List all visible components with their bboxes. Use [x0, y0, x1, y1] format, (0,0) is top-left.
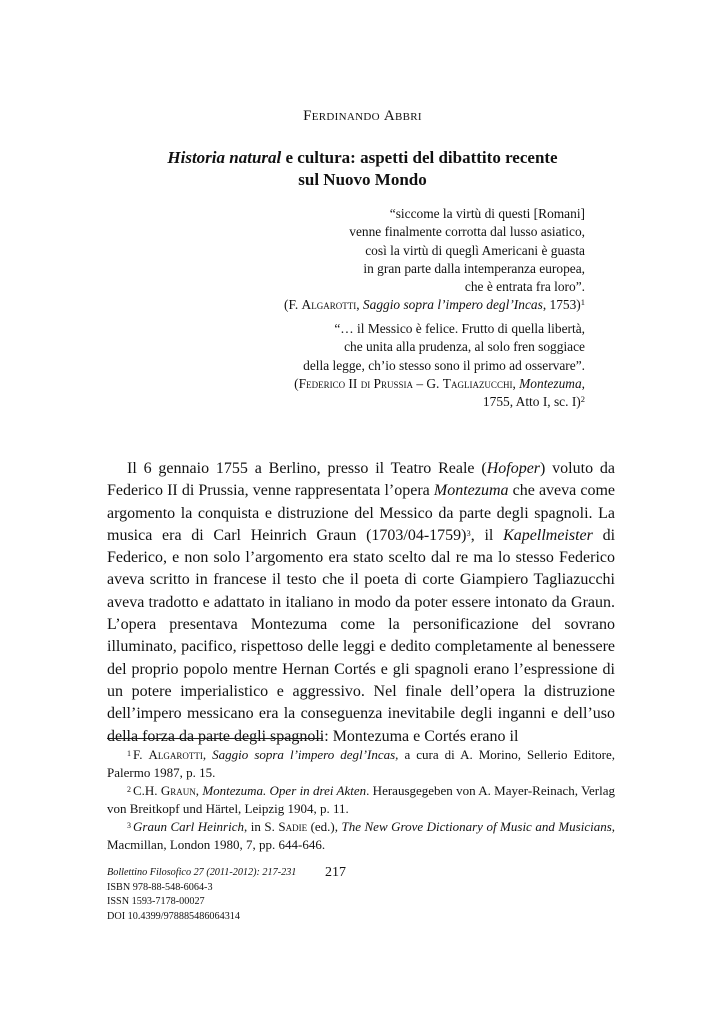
- epigraph-line: “siccome la virtù di questi [Romani]: [389, 206, 585, 221]
- epigraph-federico: [294, 320, 585, 411]
- footnote-number: 1: [127, 749, 131, 758]
- footnote-3: [107, 818, 615, 854]
- footnote-text: F.: [133, 747, 149, 762]
- author-last-name: Abbri: [383, 108, 422, 124]
- body-run: , il: [470, 526, 504, 544]
- attr-text: 1755, Atto I, sc. I): [482, 394, 581, 410]
- article-author: [0, 108, 725, 125]
- footnote-2: [107, 782, 615, 818]
- title-rest: e cultura: aspetti del dibattito recente: [281, 148, 558, 167]
- footnote-text: , Macmillan, London 1980, 7, pp. 644-646.: [107, 819, 616, 852]
- attr-text: – G.: [413, 375, 443, 391]
- footnote-text: ,: [202, 747, 213, 762]
- attr-text: (F.: [284, 297, 302, 313]
- footnote-work: The New Grove Dictionary of Music and Musicians: [341, 819, 612, 834]
- footnote-number: 3: [127, 821, 131, 830]
- body-run: ) voluto da Federico II di Prussia, venne rappresentata l’opera: [107, 460, 615, 500]
- attr-text: ,: [581, 375, 585, 391]
- issn: ISSN 1593-7178-00027: [107, 896, 205, 908]
- body-run: Il 6 gennaio 1755 a Berlino, presso il Teatro Reale (: [127, 460, 487, 477]
- footnote-ref[interactable]: 1: [580, 297, 585, 308]
- footnote-text: , in S.: [244, 819, 279, 834]
- attr-year: , 1753): [542, 297, 581, 313]
- footnote-author: Sadie: [278, 819, 308, 834]
- attr-text: ,: [512, 375, 520, 391]
- epigraph-line: in gran parte dalla intemperanza europea,: [363, 260, 585, 276]
- footnote-divider: [107, 738, 323, 739]
- body-run: di Federico, e non solo l’argomento era stato scelto dal re ma lo stesso Federico aveva scritto in francese il testo che il poeta di corte Giampiero Tagliazucchi aveva tradotto e adattato in italiano in modo da poter essere intonato da Graun. L’opera presentava Montezuma come la personificazione del sovrano illuminato, pacifico, rispettoso delle leggi e dedito completamente al benessere del proprio popolo mentre Hernan Cortés e gli spagnoli erano l’espressione di un potere imperialistico e aggressivo. Nel finale dell’opera la distruzione dell’impero messicano era la conseguenza inevitabile degli inganni e dell’uso della forza da parte degli spagnoli: Montezuma e Cortés erano il: [107, 526, 616, 745]
- publication-info: [107, 866, 296, 924]
- epigraph-line: “… il Messico è felice. Frutto di quella libertà,: [334, 321, 585, 336]
- footnotes: [107, 746, 615, 854]
- attr-author: Tagliazucchi: [442, 375, 513, 391]
- footnote-number: 2: [127, 785, 131, 794]
- epigraph-attribution: [294, 375, 585, 393]
- footnote-text: (ed.),: [307, 819, 342, 834]
- epigraph-line: così la virtù di queglì Americani è guasta: [365, 242, 585, 258]
- footnote-text: ,: [195, 783, 203, 798]
- epigraph-attribution-line-2: [294, 393, 585, 411]
- epigraph-line: della legge, ch’io stesso sono il primo ad osservare”.: [303, 357, 585, 373]
- footnote-author: Algarotti: [148, 747, 203, 762]
- isbn: ISBN 978-88-548-6064-3: [107, 881, 213, 893]
- body-italic: Montezuma: [433, 482, 509, 500]
- body-italic: Hofoper: [486, 460, 541, 477]
- epigraph-line: che è entrata fra loro”.: [464, 279, 585, 295]
- article-title: [0, 147, 725, 191]
- epigraph-algarotti: [284, 205, 585, 315]
- body-run: che aveva come argomento la conquista e distruzione del Messico da parte degli spagnoli. La musica era di Carl Heinrich Graun (1703/04-1759): [107, 482, 615, 544]
- epigraph-attribution: [284, 296, 585, 314]
- author-first-name: Ferdinando: [303, 108, 380, 124]
- footnote-text: . Herausgegeben von A. Mayer-Reinach, Verlag von Breitkopf und Härtel, Leipzig 1904, p. 11.: [107, 783, 615, 816]
- attr-text: ,: [356, 297, 363, 313]
- footnote-work: Montezuma. Oper in drei Akten: [202, 783, 367, 798]
- body-text: [107, 458, 615, 748]
- epigraph-line: venne finalmente corrotta dal lusso asiatico,: [349, 224, 585, 240]
- body-paragraph: [107, 458, 615, 748]
- title-line-2: sul Nuovo Mondo: [298, 170, 427, 189]
- footnote-ref[interactable]: 3: [466, 527, 471, 538]
- attr-author: Federico II di Prussia: [298, 375, 413, 391]
- footnote-text: C.H.: [133, 783, 161, 798]
- footnote-author: Graun: [160, 783, 196, 798]
- footnote-entry: Graun Carl Heinrich: [133, 819, 244, 834]
- footnote-ref[interactable]: 2: [580, 394, 585, 405]
- attr-text: (: [294, 375, 299, 391]
- attr-author: Algarotti: [301, 297, 357, 313]
- epigraph-line: che unita alla prudenza, al solo fren soggiace: [344, 339, 585, 355]
- body-italic: Kapellmeister: [503, 526, 593, 544]
- footnote-text: , a cura di A. Morino, Sellerio Editore, Palermo 1987, p. 15.: [107, 747, 616, 780]
- page-number: 217: [325, 865, 346, 880]
- title-italic-part: Historia natural: [167, 148, 282, 167]
- journal-citation: Bollettino Filosofico 27 (2011-2012): 217-231: [107, 867, 297, 878]
- title-line-1: [0, 147, 725, 169]
- attr-work: Saggio sopra l’impero degl’Incas: [362, 297, 543, 313]
- footnote-work: Saggio sopra l’impero degl’Incas: [212, 747, 396, 762]
- attr-work: Montezuma: [519, 375, 582, 391]
- doi: DOI 10.4399/978885486064314: [107, 910, 240, 922]
- footnote-1: [107, 746, 615, 782]
